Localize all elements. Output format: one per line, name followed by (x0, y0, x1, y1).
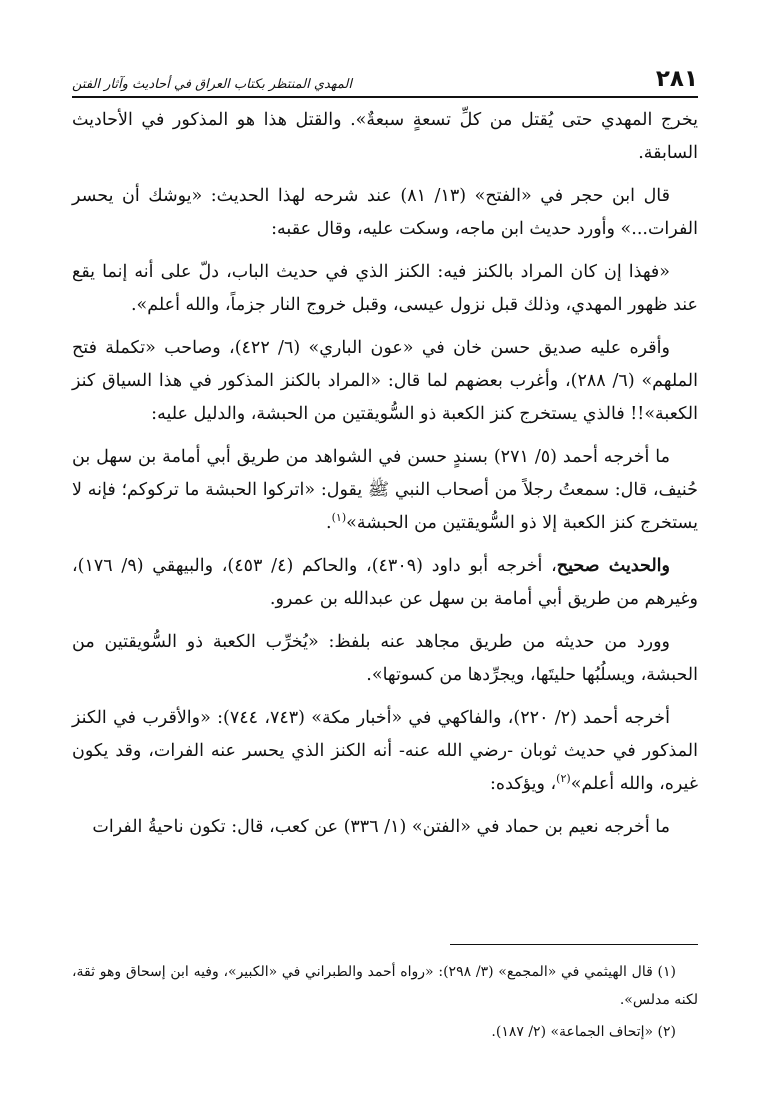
paragraph-6-lead: والحديث صحيح (556, 556, 670, 576)
footnote-1: (١) قال الهيثمي في «المجمع» (٣/ ٢٩٨): «رواه أحمد والطبراني في «الكبير»، وفيه ابن إسحاق وهو ثقة، لكنه مدلس». (72, 964, 698, 1008)
paragraph-7: وورد من حديثه من طريق مجاهد عنه بلفظ: «يُخرِّب الكعبة ذو السُّويقتين من الحبشة، ويسلُبُها حليتَها، ويجرِّدها من كسوتها». (72, 632, 698, 685)
paragraph-5-text: ما أخرجه أحمد (٥/ ٢٧١) بسندٍ حسن في الشواهد من طريق أبي أمامة بن سهل بن حُنيف، قال: سمعتُ رجلاً من أصحاب النبي ﷺ يقول: «اتركوا الحبشة ما تركوكم؛ فإنه لا يستخرج كنز الكعبة إلا ذو السُّويقتين من الحبشة» (72, 447, 698, 533)
paragraph-8-text: أخرجه أحمد (٢/ ٢٢٠)، والفاكهي في «أخبار مكة» (٧٤٣، ٧٤٤): «والأقرب في الكنز المذكور في حديث ثوبان -رضي الله عنه- أنه الكنز الذي يحسر عنه الفرات، وقد يكون غيره، والله أعلم» (72, 708, 698, 794)
paragraph-8-tail: ، ويؤكده: (490, 774, 557, 794)
footnote-ref-1[interactable]: (١) (331, 511, 347, 525)
paragraph-6-text: ، أخرجه أبو داود (٤٣٠٩)، والحاكم (٤/ ٤٥٣)، والبيهقي (٩/ ١٧٦)، وغيرهم من طريق أبي أمامة بن سهل عن عبدالله بن عمرو. (72, 556, 698, 609)
paragraph-1: يخرج المهدي حتى يُقتل من كلِّ تسعةٍ سبعةٌ». والقتل هذا هو المذكور في الأحاديث السابقة. (72, 110, 698, 163)
paragraph-8 (72, 702, 698, 801)
footnote-separator (450, 944, 698, 945)
paragraph-2: قال ابن حجر في «الفتح» (١٣/ ٨١) عند شرحه لهذا الحديث: «يوشك أن يحسر الفرات...» وأورد حديث ابن ماجه، وسكت عليه، وقال عقبه: (72, 186, 698, 239)
running-title: المهدي المنتظر بكتاب العراق في أحاديث وآثار الفتن (72, 77, 352, 92)
main-text (72, 104, 698, 854)
page-header (72, 58, 698, 98)
paragraph-9: ما أخرجه نعيم بن حماد في «الفتن» (١/ ٣٣٦) عن كعب، قال: تكون ناحيةُ الفرات (92, 817, 670, 837)
paragraph-5-tail: . (326, 513, 332, 533)
paragraph-6 (72, 550, 698, 616)
footnotes (72, 958, 698, 1050)
paragraph-5 (72, 441, 698, 540)
footnote-2: (٢) «إتحاف الجماعة» (٢/ ١٨٧). (491, 1024, 676, 1040)
paragraph-4: وأقره عليه صديق حسن خان في «عون الباري» (٦/ ٤٢٢)، وصاحب «تكملة فتح الملهم» (٦/ ٢٨٨)، وأغرب بعضهم لما قال: «المراد بالكنز المذكور في هذا السياق كنز الكعبة»!! فالذي يستخرج كنز الكعبة ذو السُّويقتين من الحبشة، والدليل عليه: (72, 338, 698, 424)
footnote-ref-2[interactable]: (٢) (556, 772, 571, 786)
paragraph-3: «فهذا إن كان المراد بالكنز فيه: الكنز الذي في حديث الباب، دلّ على أنه إنما يقع عند ظهور المهدي، وذلك قبل نزول عيسى، وقبل خروج النار جزماً، والله أعلم». (72, 262, 698, 315)
page-number: ٢٨١ (655, 66, 698, 92)
